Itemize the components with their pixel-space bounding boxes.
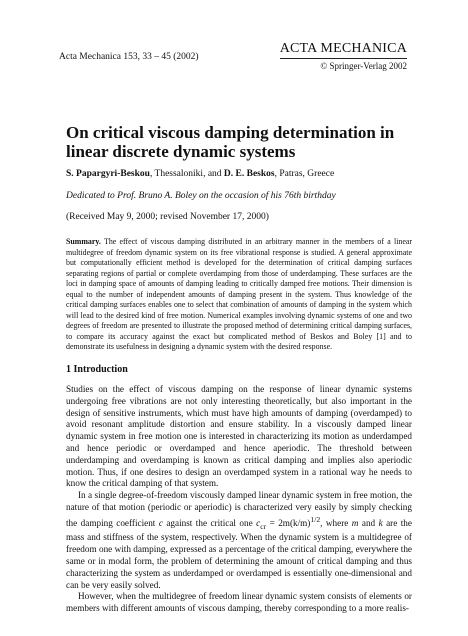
- critical-damping-formula: [256, 514, 321, 531]
- dedication: Dedicated to Prof. Bruno A. Boley on the occasion of his 76th birthday: [66, 191, 336, 201]
- formula-sup: 1/2: [310, 514, 321, 524]
- abstract: [66, 237, 412, 353]
- section-body: [66, 384, 412, 615]
- paragraph-3: However, when the multidegree of freedom linear dynamic system consists of elements or members with different amounts of viscous damping, thereby corresponding to a more realis-: [66, 591, 412, 614]
- author-1-affiliation: , Thessaloniki, and: [149, 169, 224, 179]
- formula-rest: = 2m(k/m): [266, 517, 311, 528]
- paragraph-2-text: and: [358, 517, 379, 528]
- author-2: D. E. Beskos: [223, 169, 275, 179]
- author-2-affiliation: , Patras, Greece: [274, 169, 335, 179]
- abstract-text: The effect of viscous damping distributed in an arbitrary manner in the members of a linear multidegree of freedom dynamic system on its free vibrational response is studied. A general approximate but computationally efficient method is developed for the determination of critical damping surfaces separating regions of partial or complete overdamping from those of underdamping. These surfaces are the loci in damping space of amounts of damping leading to critically damped free motions. Their dimension is equal to the number of independent amounts of damping present in the system. Thus knowledge of the critical damping surfaces enables one to select that combination of amounts of damping in the system which will lead to the desired kind of free motion. Numerical examples involving dynamic systems of one and two degrees of freedom are presented to illustrate the proposed method of determining critical damping surfaces, to compare its accuracy against the exact but complicated method of Beskos and Boley [1] and to demonstrate its usefulness in designing a dynamic system with the desired response.: [66, 237, 412, 351]
- paragraph-2: [66, 490, 412, 591]
- received-dates: (Received May 9, 2000; revised November 17, 2000): [66, 212, 269, 222]
- author-1: S. Papargyri-Beskou: [66, 169, 150, 179]
- abstract-label: Summary.: [66, 237, 101, 246]
- paragraph-2-text: against the critical one: [162, 517, 257, 528]
- author-line: [66, 169, 334, 179]
- formula-sub: cr: [260, 521, 267, 531]
- paragraph-2-text: , where: [320, 517, 352, 528]
- publisher-block: [280, 41, 407, 71]
- paper-title: On critical viscous damping determination in linear discrete dynamic systems: [66, 123, 395, 161]
- paragraph-2-text: are the mass and stiffness of the system, respectively. When the dynamic system is a multidegree of freedom one with damping, expressed as a percentage of the critical damping, everywhere the same or in modal form, the problem of determining the amount of critical damping and thus characterizing the system as underdamped or overdamped is essentially one-dimensional and can be very easily solved.: [66, 517, 412, 590]
- paragraph-1: Studies on the effect of viscous damping on the response of linear dynamic systems undergoing free vibrations are not only interesting theoretically, but also important in the design of sensitive instruments, which must have high amounts of damping (overdamped) to avoid resonant amplitude distortion and ensure stability. In a viscously damped linear dynamic system in free motion one is interested in characterizing its motion as underdamped and hence periodic or overdamped and hence aperiodic. The threshold between underdamping and overdamping is known as critical damping and implies also aperiodic motion. Thus, if one desires to design an overdamped system in a rational way he needs to know the critical damping of that system.: [66, 384, 412, 489]
- formula-c: c: [256, 517, 261, 528]
- symbol-k: k: [378, 517, 383, 528]
- section-heading: 1 Introduction: [66, 364, 128, 375]
- journal-name: ACTA MECHANICA: [280, 41, 407, 59]
- paragraph-2-text: In a single degree-of-freedom viscously damped linear dynamic system in free motion, the nature of that motion (periodic or aperiodic) is characterized very easily by simply checking the damping coefficient: [66, 490, 412, 528]
- copyright-notice: © Springer-Verlag 2002: [320, 61, 407, 71]
- symbol-c: c: [158, 517, 163, 528]
- journal-reference: Acta Mechanica 153, 33 – 45 (2002): [59, 52, 199, 62]
- symbol-m: m: [351, 517, 359, 528]
